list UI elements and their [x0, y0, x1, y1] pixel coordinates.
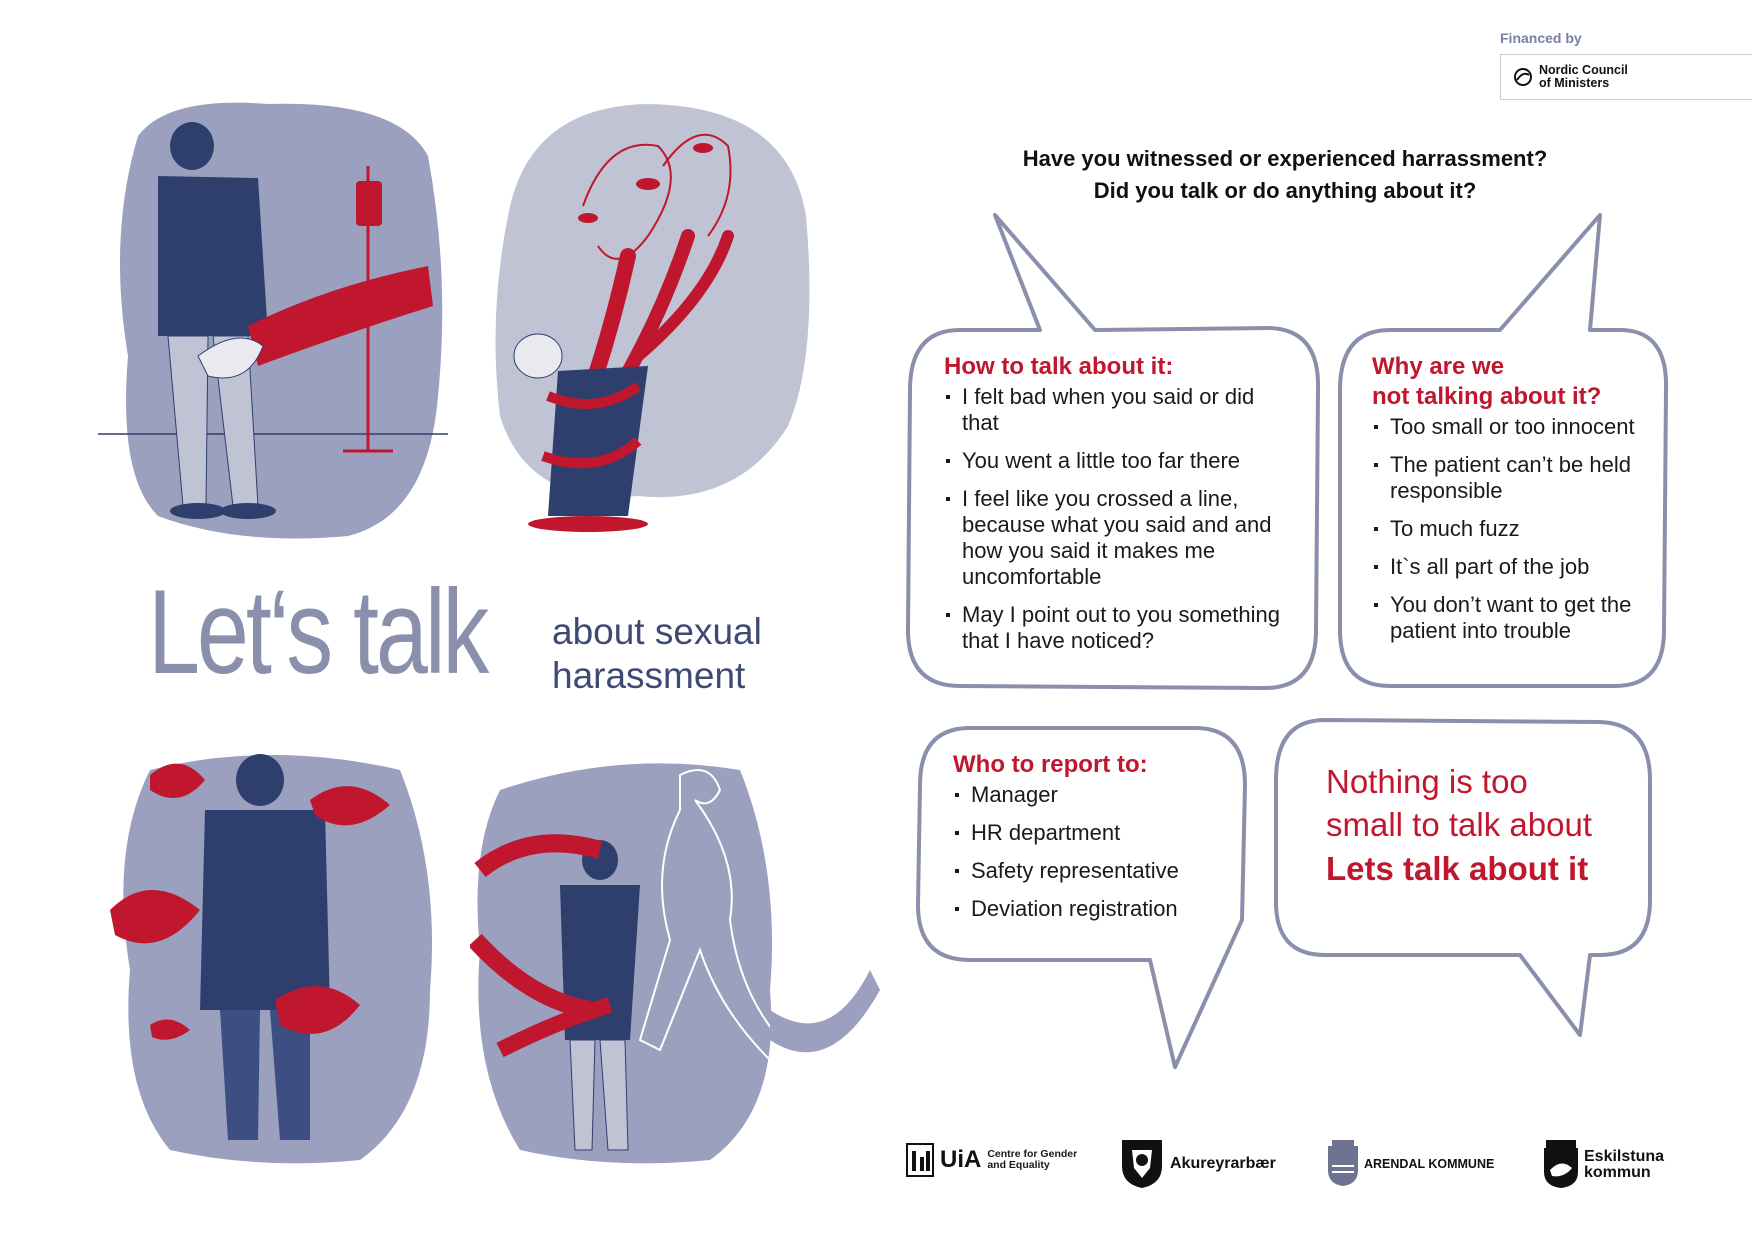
- akureyri-logo: [1120, 1138, 1276, 1190]
- bubble-report-to: [953, 750, 1233, 922]
- eskilstuna-name-line2: kommun: [1584, 1164, 1651, 1181]
- akureyri-name: Akureyrarbær: [1170, 1155, 1276, 1172]
- uia-mark: UiA: [940, 1146, 982, 1173]
- illustration-panel-iv-stand: [98, 96, 448, 546]
- nordic-council-line1: Nordic Council: [1539, 63, 1628, 77]
- illustration-panel-grabbed: [470, 750, 880, 1170]
- nordic-council-logo: [1500, 54, 1752, 100]
- list-item: I felt bad when you said or did that: [944, 384, 1284, 436]
- uia-logo: [906, 1143, 1077, 1177]
- uia-logo-icon: [906, 1143, 934, 1177]
- bubble-why-not-talking: [1372, 352, 1672, 644]
- why-not-heading-line2: not talking about it?: [1372, 383, 1602, 410]
- illustration-panel-mouths: [110, 750, 440, 1170]
- nordic-council-line2: of Ministers: [1539, 76, 1610, 90]
- illustration-panel-tangled: [488, 96, 818, 536]
- list-item: You don’t want to get the patient into trouble: [1372, 592, 1672, 644]
- list-item: May I point out to you something that I have noticed?: [944, 602, 1284, 654]
- financed-by-label: Financed by: [1500, 30, 1582, 46]
- list-item: The patient can’t be held responsible: [1372, 452, 1672, 504]
- how-to-talk-heading: How to talk about it:: [944, 353, 1174, 380]
- page-title: Let‘s talk: [148, 565, 487, 699]
- question-line2: Did you talk or do anything about it?: [1093, 178, 1477, 203]
- subtitle-line1: about sexual: [552, 611, 762, 652]
- lets-talk-cta: Lets talk about it: [1326, 850, 1589, 887]
- why-not-heading-line1: Why are we: [1372, 353, 1505, 380]
- list-item: To much fuzz: [1372, 516, 1672, 542]
- list-item: Deviation registration: [953, 896, 1233, 922]
- list-item: HR department: [953, 820, 1233, 846]
- list-item: Safety representative: [953, 858, 1233, 884]
- report-to-heading: Who to report to:: [953, 751, 1148, 778]
- arendal-name: ARENDAL KOMMUNE: [1364, 1157, 1495, 1171]
- why-not-heading: [1372, 352, 1672, 412]
- list-item: Manager: [953, 782, 1233, 808]
- uia-text-line1: Centre for Gender: [987, 1148, 1078, 1160]
- question-line1: Have you witnessed or experienced harrassment?: [1022, 146, 1548, 171]
- list-item: I feel like you crossed a line, because what you said and and how you said it makes me uncomfortable: [944, 486, 1284, 590]
- bubble-how-to-talk: [944, 352, 1284, 654]
- nothing-line1: Nothing is too: [1326, 763, 1528, 800]
- akureyri-crest-icon: [1120, 1138, 1164, 1190]
- nothing-line2: small to talk about: [1326, 806, 1592, 843]
- page-subtitle: [552, 610, 812, 698]
- arendal-logo: [1326, 1140, 1494, 1188]
- list-item: Too small or too innocent: [1372, 414, 1672, 440]
- eskilstuna-logo: [1542, 1140, 1664, 1190]
- uia-text-line2: and Equality: [987, 1159, 1050, 1171]
- subtitle-line2: harassment: [552, 655, 746, 696]
- list-item: You went a little too far there: [944, 448, 1284, 474]
- list-item: It`s all part of the job: [1372, 554, 1672, 580]
- eskilstuna-name-line1: Eskilstuna: [1584, 1148, 1665, 1165]
- bubble-nothing-too-small: [1326, 760, 1626, 888]
- eskilstuna-crest-icon: [1542, 1140, 1580, 1190]
- arendal-crest-icon: [1326, 1140, 1360, 1188]
- nordic-swan-icon: [1513, 67, 1533, 87]
